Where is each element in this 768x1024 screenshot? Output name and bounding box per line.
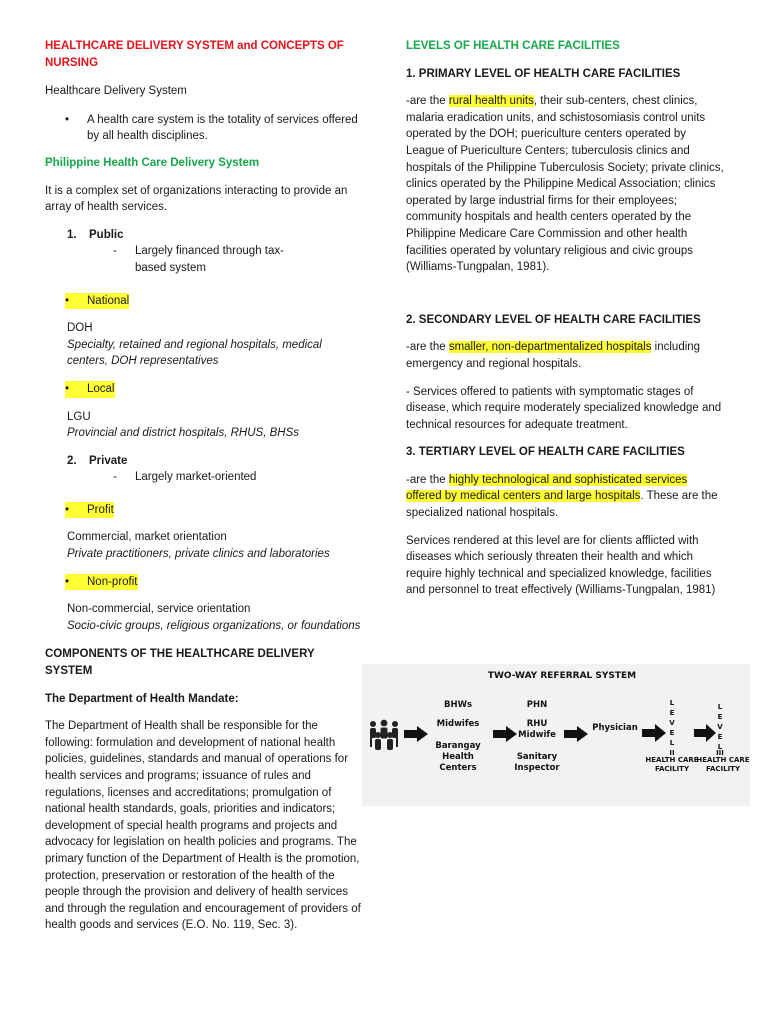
mandate-text: The Department of Health shall be responsible for the following: formulation and development of national health policies, guidelines, standards and manual of operations for health services and programs; issuance of rules and regulations, licenses and accreditations; promulgation of national health standards, goals, priorities and indicators; development of special health programs and projects and advocacy for legislation on health policies and programs. The primary function of the Department of Health is the promotion, protection, preservation or restoration of the health of the people through the provision and delivery of health services and through the regulation and encouragement of providers of health goods and services (E.O. No. 119, Sec. 3). xyxy=(45,720,361,932)
level-iii-letter-e2: E xyxy=(717,733,723,741)
phn-label: PHN xyxy=(526,700,548,710)
components-heading: COMPONENTS OF THE HEALTHCARE DELIVERY SYSTEM xyxy=(45,648,315,678)
levels-heading: LEVELS OF HEALTH CARE FACILITIES xyxy=(406,40,620,52)
barangay-label: Barangay xyxy=(435,741,481,751)
tertiary-heading: 3. TERTIARY LEVEL OF HEALTH CARE FACILITIES xyxy=(406,446,685,459)
highlight: rural health units xyxy=(448,95,534,108)
rhu-midwife-label: Midwife xyxy=(518,730,556,740)
level-iii-numeral: III xyxy=(716,749,724,757)
facility-iii-label-1: HEALTH CARE xyxy=(696,756,750,764)
dash-icon: - xyxy=(113,471,117,484)
primary-heading: 1. PRIMARY LEVEL OF HEALTH CARE FACILITIES xyxy=(406,67,681,80)
arrow-right-icon xyxy=(404,726,428,742)
facility-ii-label-1: HEALTH CARE xyxy=(645,756,699,764)
diagram-title: TWO-WAY REFERRAL SYSTEM xyxy=(487,671,637,681)
level-ii-letter-e2: E xyxy=(669,729,675,737)
bullet-icon: • xyxy=(65,502,87,519)
profit-label: Profit xyxy=(87,502,114,519)
doh-label: DOH xyxy=(67,322,93,335)
level-ii-letter-e: E xyxy=(669,709,675,717)
arrow-right-icon xyxy=(694,724,716,742)
highlight: smaller, non-departmentalized hospitals xyxy=(448,341,652,354)
local-label: Local xyxy=(87,381,115,398)
tertiary-services: Services rendered at this level are for clients afflicted with diseases which seriously threaten their health and which require highly technical and specialized knowledge, facilities and personnel to treat effectively (Williams-Tungpalan, 1981) xyxy=(406,534,716,597)
referral-diagram xyxy=(362,664,750,806)
physician-label: Physician xyxy=(592,723,638,733)
profit-item xyxy=(45,502,363,519)
document-title: HEALTHCARE DELIVERY SYSTEM and CONCEPTS OF NURSING xyxy=(45,40,344,69)
secondary-services: - Services offered to patients with symptomatic stages of disease, which require moderately specialized knowledge and technical resources for adequate treatment. xyxy=(406,385,722,431)
secondary-heading: 2. SECONDARY LEVEL OF HEALTH CARE FACILITIES xyxy=(406,313,701,326)
facility-iii-label-2: FACILITY xyxy=(705,765,741,773)
commercial-label: Commercial, market orientation xyxy=(67,531,227,544)
public-dash-item xyxy=(45,243,363,276)
national-label: National xyxy=(87,293,129,310)
left-column xyxy=(45,38,363,934)
level-ii-letter-v: V xyxy=(669,719,675,727)
level-ii-letter-l: L xyxy=(669,699,675,707)
level-iii-letter-l2: L xyxy=(717,743,723,751)
section-subtitle: Healthcare Delivery System xyxy=(45,85,187,98)
private-dash-item xyxy=(45,469,363,486)
noncommercial-description: Socio-civic groups, religious organizations, or foundations xyxy=(67,619,361,632)
local-item xyxy=(45,381,363,398)
lgu-description: Provincial and district hospitals, RHUS, BHSs xyxy=(67,427,299,440)
inspector-label: Inspector xyxy=(514,763,560,773)
ph-heading: Philippine Health Care Delivery System xyxy=(45,156,260,169)
public-dash-text: Largely financed through tax-based system xyxy=(135,245,284,274)
doh-mandate-heading: The Department of Health Mandate: xyxy=(45,692,239,705)
private-label: Private xyxy=(89,454,128,467)
bullet-item xyxy=(45,112,363,145)
dash-icon: - xyxy=(113,245,117,258)
nonprofit-item xyxy=(45,574,363,591)
primary-text: -are the rural health units, their sub-centers, chest clinics, malaria eradication units, and schistosomiasis control units operated by the DOH; puericulture centers operated by League of Puericulture Centers; tuberculosis clinics and hospitals of the Philippine Tuberculosis Society; private clinics, clinics operated by the Philippine Medical Association; clinics operated by large industrial firms for their employees; community hospitals and health centers operated by the Philippine Medicare Care Commission and other health facilities operated by voluntary religious and civic groups (Williams-Tungpalan, 1981). xyxy=(406,95,724,274)
sanitary-label: Sanitary xyxy=(516,752,558,762)
public-number: 1. xyxy=(67,228,77,241)
level-iii-letter-e: E xyxy=(717,713,723,721)
level-iii-letter-l: L xyxy=(717,703,723,711)
facility-ii-label-2: FACILITY xyxy=(654,765,690,773)
bullet-icon: • xyxy=(65,113,70,126)
arrow-right-icon xyxy=(642,724,666,742)
bhws-label: BHWs xyxy=(443,700,473,710)
lgu-label: LGU xyxy=(67,410,91,423)
national-item xyxy=(45,293,363,310)
private-item xyxy=(45,453,363,470)
arrow-right-icon xyxy=(564,726,588,742)
doh-description: Specialty, retained and regional hospitals, medical centers, DOH representatives xyxy=(67,338,322,368)
highlight: highly technological and sophisticated services offered by medical centers and large hospitals xyxy=(406,473,688,503)
bullet-icon: • xyxy=(65,574,87,591)
public-label: Public xyxy=(89,228,124,241)
public-item xyxy=(45,227,363,244)
level-ii-letter-l2: L xyxy=(669,739,675,747)
midwifes-label: Midwifes xyxy=(436,719,480,729)
private-number: 2. xyxy=(67,454,77,467)
centers-label: Centers xyxy=(439,763,477,773)
noncommercial-label: Non-commercial, service orientation xyxy=(67,603,251,616)
commercial-description: Private practitioners, private clinics and laboratories xyxy=(67,548,330,561)
health-label: Health xyxy=(442,752,474,762)
level-iii-letter-v: V xyxy=(717,723,723,731)
rhu-label: RHU xyxy=(526,719,548,729)
level-ii-numeral: II xyxy=(669,749,675,757)
nonprofit-label: Non-profit xyxy=(87,574,138,591)
bullet-icon: • xyxy=(65,293,87,310)
secondary-text: -are the smaller, non-departmentalized hospitals including emergency and regional hospitals. xyxy=(406,341,701,370)
private-dash-text: Largely market-oriented xyxy=(135,471,257,484)
ph-description: It is a complex set of organizations interacting to provide an array of health services. xyxy=(45,184,348,214)
bullet-icon: • xyxy=(65,381,87,398)
tertiary-text: -are the highly technological and sophisticated services offered by medical centers and large hospitals. These are the specialized national hospitals. xyxy=(406,473,718,520)
bullet-text: A health care system is the totality of services offered by all health disciplines. xyxy=(87,113,358,143)
right-column xyxy=(406,38,724,599)
people-group-icon xyxy=(367,718,401,752)
